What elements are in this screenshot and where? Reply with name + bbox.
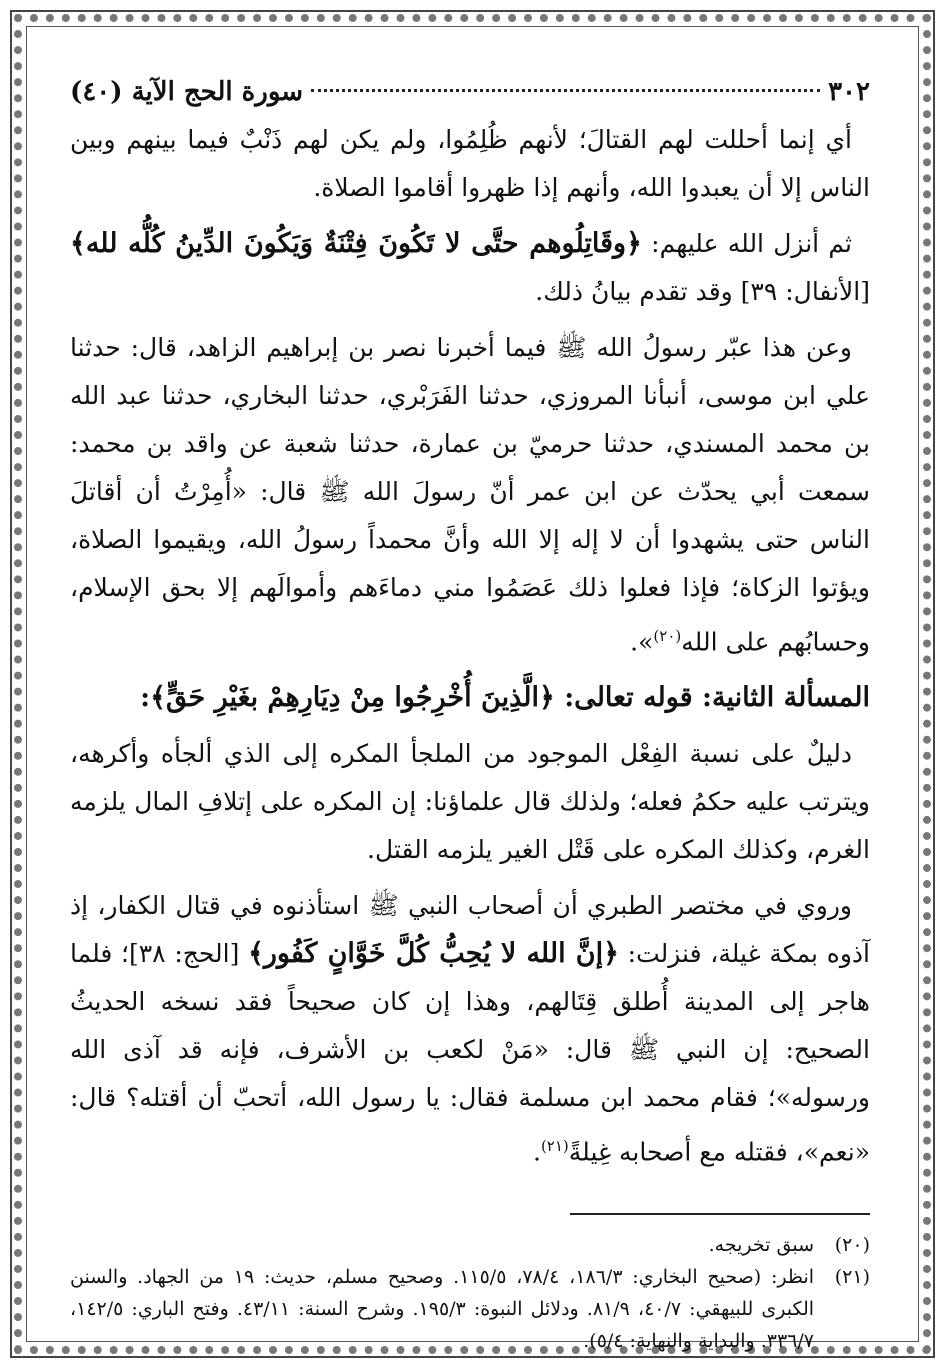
paragraph-4 — [70, 730, 870, 874]
issue-heading-colon: : — [140, 682, 151, 714]
paragraph-5 — [70, 882, 870, 1176]
paragraph-1-text: أي إنما أحللت لهم القتالَ؛ لأنهم ظُلِمُوا، ولم يكن لهم ذَنْبٌ فيما بينهم وبين الناس إلا أن يعبدوا الله، وأنهم إذا ظهروا أقاموا الصلاة. — [70, 125, 870, 202]
paragraph-2-reference: [الأنفال: ٣٩] وقد تقدم بيانُ ذلك. — [535, 277, 870, 306]
paragraph-1 — [70, 116, 870, 212]
running-header — [70, 72, 870, 112]
footnote-item — [70, 1261, 870, 1357]
footnote-ref-20[interactable]: (٢٠) — [653, 627, 682, 645]
paragraph-5-text-b: [الحج: ٣٨]؛ فلما هاجر إلى المدينة أُطلق قِتَالهم، وهذا إن كان صحيحاً فقد نسخه الحديثُ الصحيح: إن النبي ﷺ قال: «مَنْ لكعب بن الأشرف، فإنه قد آذى الله ورسوله»؛ فقام محمد ابن مسلمة فقال: يا رسول الله، أتحبّ أن أقتله؟ قال: «نعم»، فقتله مع أصحابه غِيلةً — [70, 939, 870, 1167]
issue-heading-verse: ﴿الَّذِينَ أُخْرِجُوا مِنْ دِيَارِهِمْ بغَيْرِ حَقٍّ﴾ — [150, 682, 555, 714]
paragraph-4-text: دليلٌ على نسبة الفِعْل الموجود من الملجأ المكره إلى الذي ألجأه وأكرهه، ويترتب عليه حكمُ فعله؛ ولذلك قال علماؤنا: إن المكره على إتلافِ المال يلزمه الغرم، وكذلك المكره على قَتْل الغير يلزمه القتل. — [70, 739, 870, 865]
paragraph-3 — [70, 324, 870, 666]
paragraph-3-end: ». — [630, 627, 654, 657]
footnote-number: (٢٠) — [834, 1233, 870, 1256]
footnote-number: (٢١) — [834, 1265, 870, 1288]
issue-heading — [70, 674, 870, 722]
footnote-item — [70, 1229, 870, 1261]
footnotes — [70, 1229, 870, 1357]
page-content — [70, 72, 870, 1357]
quran-verse-anfal: ﴿وقَاتِلُوهم حتَّى لا تَكُونَ فِتْنَةٌ وَيَكُونَ الدِّينُ كُلُّه لله﴾ — [70, 228, 642, 259]
footnote-separator — [570, 1213, 870, 1215]
paragraph-2 — [70, 220, 870, 316]
quran-verse-hajj: ﴿إنَّ الله لا يُحِبُّ كُلَّ خَوَّانٍ كَفُور﴾ — [248, 938, 619, 970]
paragraph-5-text-a: وروي في مختصر الطبري أن أصحاب النبي ﷺ استأذنوه في قتال الكفار، إذ آذوه بمكة غيلة، فنزلت: — [70, 891, 870, 969]
paragraph-3-text: وعن هذا عبّر رسولُ الله ﷺ فيما أخبرنا نصر بن إبراهيم الزاهد، قال: حدثنا علي ابن موسى، أنبأنا المروزي، حدثنا الفَرَبْري، حدثنا البخاري، حدثنا عبد الله بن محمد المسندي، حدثنا حرميّ بن عمارة، حدثنا شعبة عن واقد بن محمد: سمعت أبي يحدّث عن ابن عمر أنّ رسولَ الله ﷺ قال: «أُمِرْتُ أن أقاتلَ الناس حتى يشهدوا أن لا إله إلا الله وأنَّ محمداً رسولُ الله، ويقيموا الصلاة، ويؤتوا الزكاة؛ فإذا فعلوا ذلك عَصَمُوا مني دماءَهم وأموالَهم إلا بحق الإسلام، وحسابُهم على الله — [70, 333, 870, 657]
footnote-text: سبق تخريجه. — [708, 1233, 814, 1256]
footnote-text: انظر: (صحيح البخاري: ١٨٦/٣، ٧٨/٤، ١١٥/٥. وصحيح مسلم، حديث: ١٩ من الجهاد. والسنن الكبرى للبيهقي: ٤٠/٧، ٨١/٩. ودلائل النبوة: ١٩٥/٣. وشرح السنة: ٤٣/١١. وفتح الباري: ١٤٢/٥، ٣٣٦/٧. والبداية والنهاية: ٥/٤). — [70, 1265, 815, 1352]
header-dot-leader — [311, 89, 820, 92]
footnote-ref-21[interactable]: (٢١) — [540, 1137, 569, 1156]
issue-heading-label: المسألة الثانية: قوله تعالى: — [564, 682, 870, 714]
page-number: ٣٠٢ — [828, 77, 870, 107]
paragraph-2-intro: ثم أنزل الله عليهم: — [651, 229, 852, 258]
sura-title: سورة الحج الآية (٤٠) — [70, 77, 304, 107]
paragraph-5-end: . — [532, 1137, 541, 1167]
